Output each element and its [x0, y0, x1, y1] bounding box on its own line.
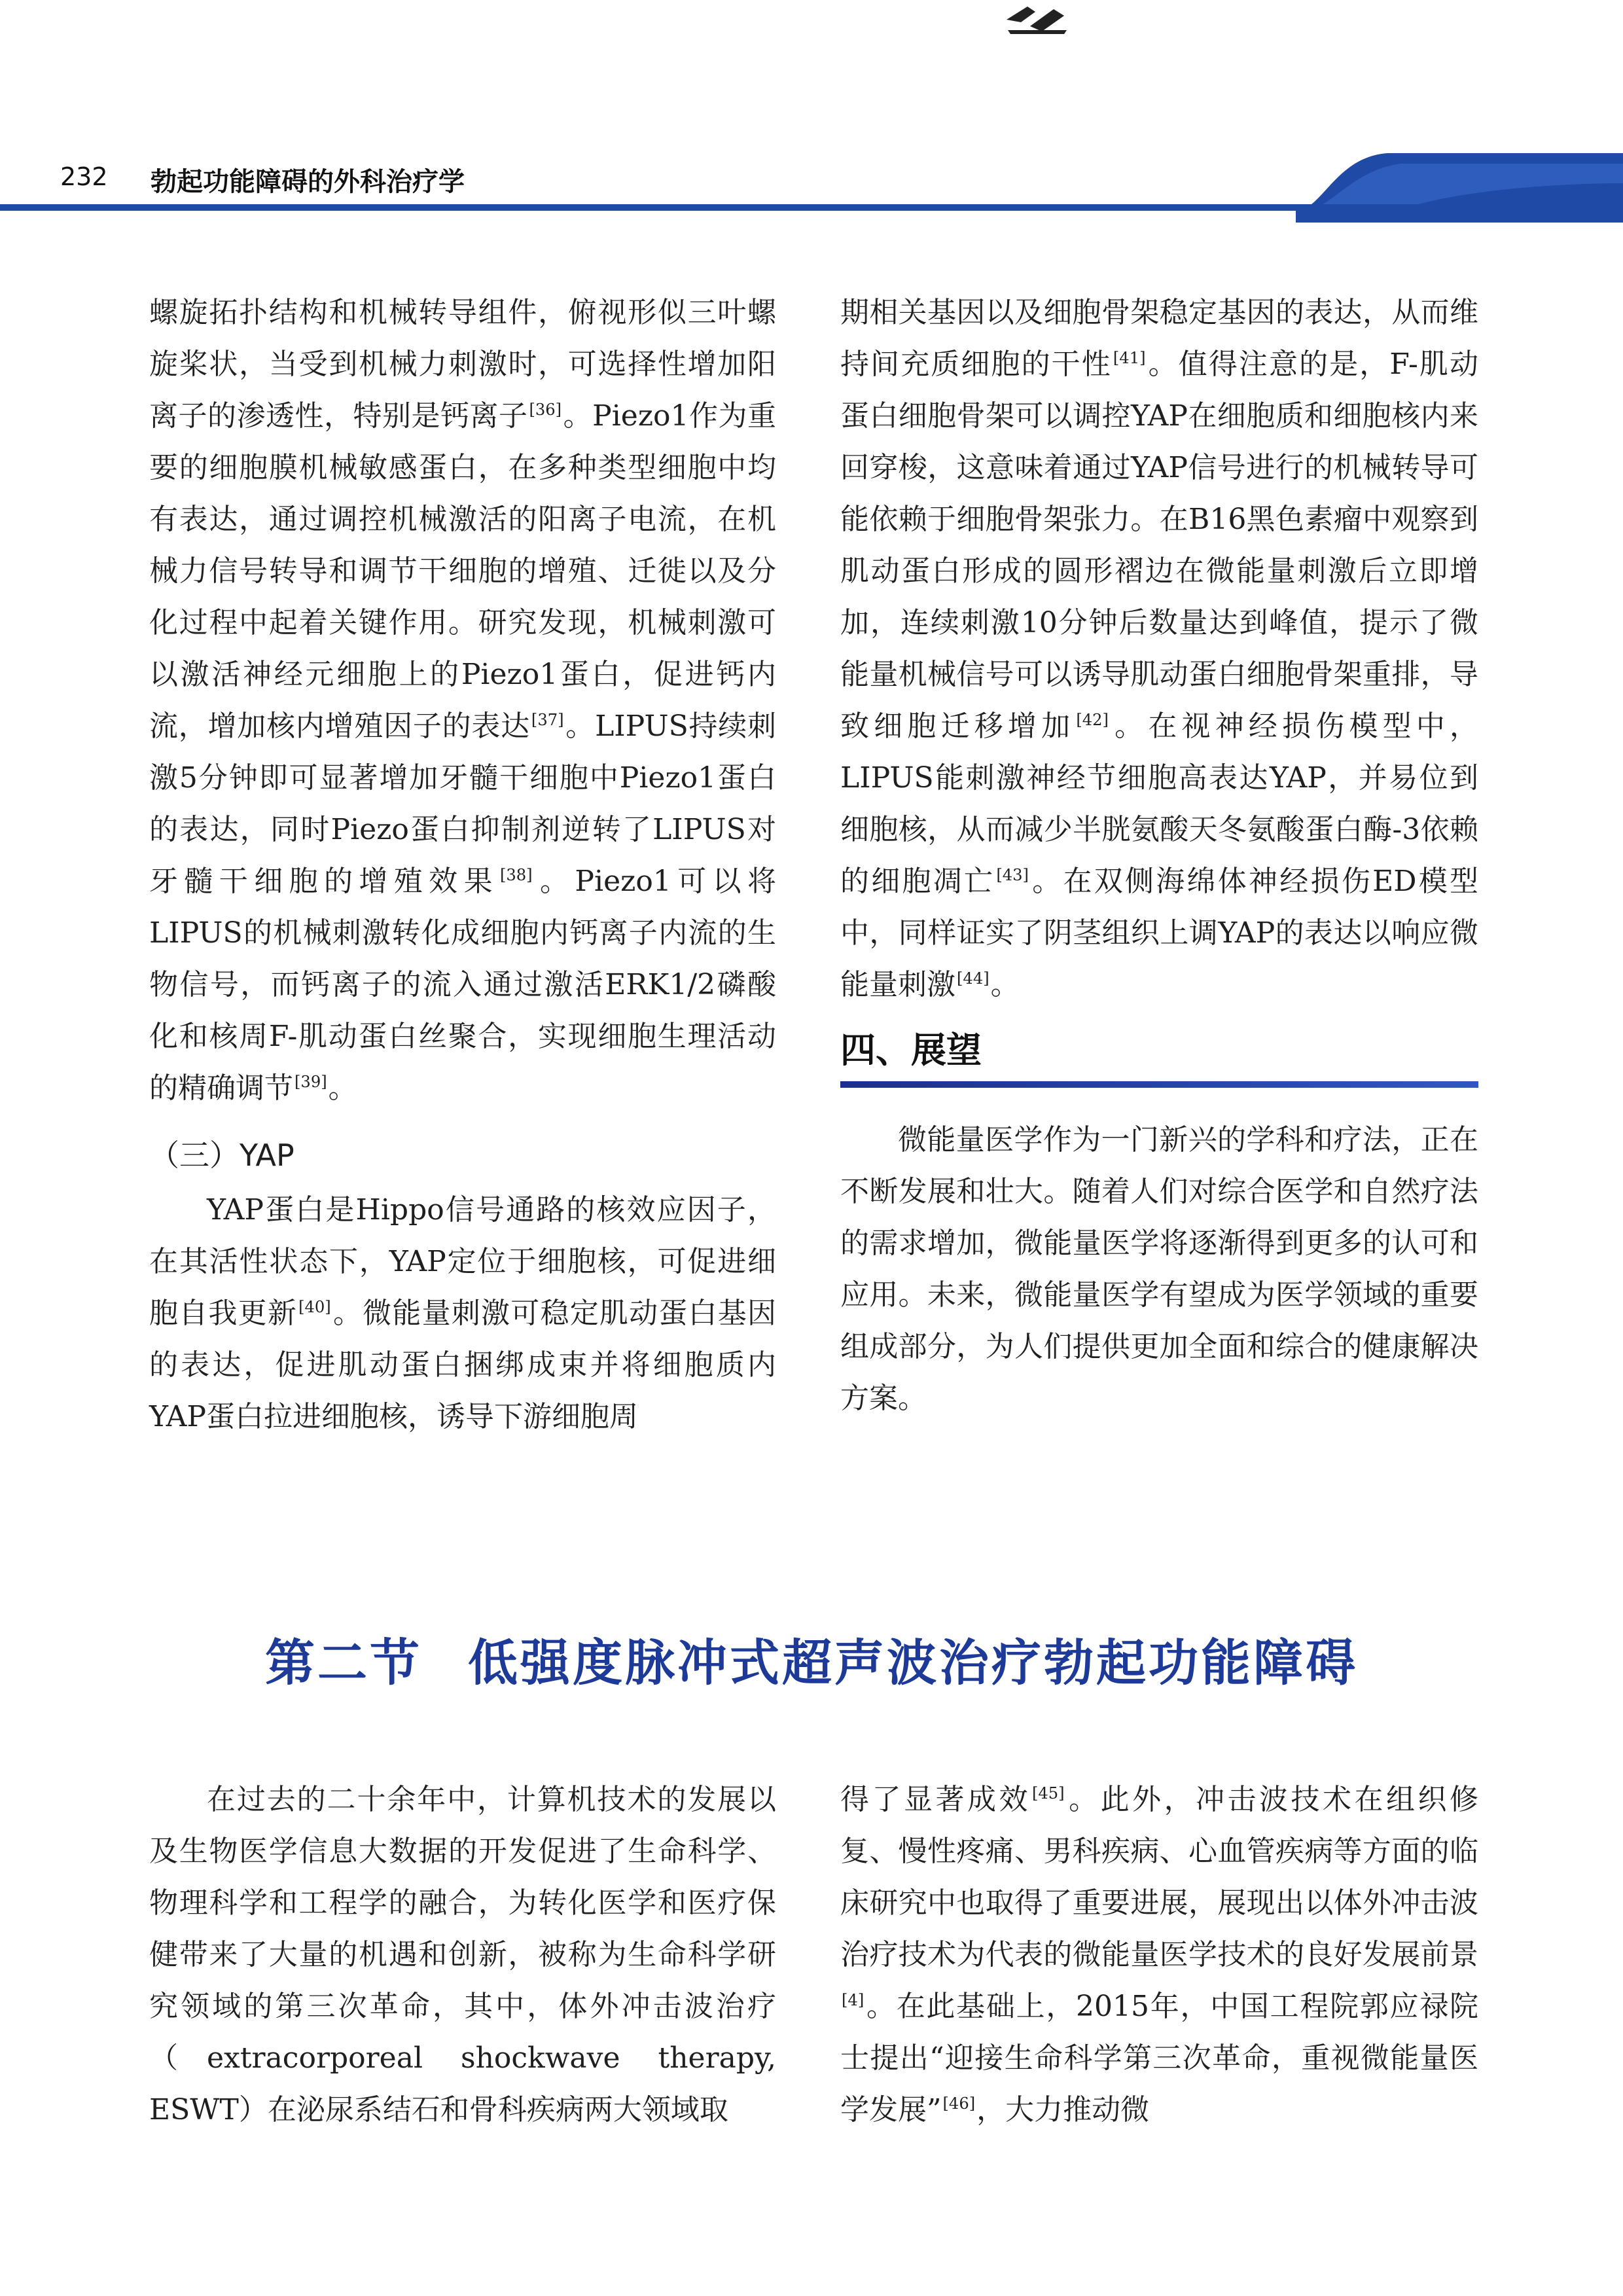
citation: [37]	[531, 711, 564, 730]
citation: [38]	[499, 866, 533, 885]
heading-rule	[840, 1081, 1478, 1088]
left-column-bottom	[149, 1774, 776, 2136]
page-number: 232	[60, 162, 108, 191]
heading-outlook	[840, 1022, 1478, 1088]
citation: [41]	[1113, 349, 1146, 368]
citation: [42]	[1076, 711, 1109, 730]
citation: [44]	[957, 969, 990, 988]
paragraph-intro: 在过去的二十余年中，计算机技术的发展以及生物医学信息大数据的开发促进了生命科学、物理科学和工程学的融合，为转化医学和医疗保健带来了大量的机遇和创新，被称为生命科学研究领域的第三次革命，其中，体外冲击波治疗（extracorporeal shockwave therapy, ESWT）在泌尿系结石和骨科疾病两大领域取	[149, 1783, 776, 2126]
paragraph-yap: YAP蛋白是Hippo信号通路的核效应因子，在其活性状态下，YAP定位于细胞核，可促进细胞自我更新[40]。微能量刺激可稳定肌动蛋白基因的表达，促进肌动蛋白捆绑成束并将细胞质内YAP蛋白拉进细胞核，诱导下游细胞周	[149, 1193, 777, 1433]
paragraph-intro-continued: 得了显著成效[45]。此外，冲击波技术在组织修复、慢性疼痛、男科疾病、心血管疾病等方面的临床研究中也取得了重要进展，展现出以体外冲击波治疗技术为代表的微能量医学技术的良好发展前景[4]。在此基础上，2015年，中国工程院郭应禄院士提出“迎接生命科学第三次革命，重视微能量医学发展”[46]，大力推动微	[840, 1783, 1479, 2126]
right-column-top	[840, 287, 1478, 1424]
section-title	[0, 1623, 1623, 1695]
citation: [36]	[529, 401, 562, 420]
subheading-yap: （三）YAP	[149, 1138, 294, 1173]
paragraph-piezo1: 螺旋拓扑结构和机械转导组件，俯视形似三叶螺旋桨状，当受到机械力刺激时，可选择性增加阳离子的渗透性，特别是钙离子[36]。Piezo1作为重要的细胞膜机械敏感蛋白，在多种类型细胞中均有表达，通过调控机械激活的阳离子电流，在机械力信号转导和调节干细胞的增殖、迁徙以及分化过程中起着关键作用。研究发现，机械刺激可以激活神经元细胞上的Piezo1蛋白，促进钙内流，增加核内增殖因子的表达[37]。LIPUS持续刺激5分钟即可显著增加牙髓干细胞中Piezo1蛋白的表达，同时Piezo蛋白抑制剂逆转了LIPUS对牙髓干细胞的增殖效果[38]。Piezo1可以将LIPUS的机械刺激转化成细胞内钙离子内流的生物信号，而钙离子的流入通过激活ERK1/2磷酸化和核周F-肌动蛋白丝聚合，实现细胞生理活动的精确调节[39]。	[149, 296, 777, 1105]
citation: [45]	[1031, 1784, 1065, 1803]
running-title: 勃起功能障碍的外科治疗学	[151, 167, 465, 197]
citation: [40]	[298, 1298, 331, 1317]
citation: [46]	[942, 2094, 976, 2113]
heading-outlook-text: 四、展望	[840, 1030, 982, 1071]
section-number: 第二节	[265, 1634, 422, 1692]
citation: [43]	[996, 866, 1029, 885]
header-wave-decoration	[1296, 144, 1623, 223]
paragraph-outlook: 微能量医学作为一门新兴的学科和疗法，正在不断发展和壮大。随着人们对综合医学和自然疗法的需求增加，微能量医学将逐渐得到更多的认可和应用。未来，微能量医学有望成为医学领域的重要组成部分，为人们提供更加全面和综合的健康解决方案。	[840, 1123, 1478, 1415]
header-rule	[0, 204, 1623, 211]
citation: [4]	[842, 1991, 865, 2010]
citation: [39]	[294, 1073, 327, 1092]
right-column-bottom	[840, 1774, 1478, 2136]
left-column-top	[149, 287, 776, 1443]
section-title-text: 低强度脉冲式超声波治疗勃起功能障碍	[468, 1634, 1358, 1692]
paragraph-yap-continued: 期相关基因以及细胞骨架稳定基因的表达，从而维持间充质细胞的干性[41]。值得注意的是，F-肌动蛋白细胞骨架可以调控YAP在细胞质和细胞核内来回穿梭，这意味着通过YAP信号进行的机械转导可能依赖于细胞骨架张力。在B16黑色素瘤中观察到肌动蛋白形成的圆形褶边在微能量刺激后立即增加，连续刺激10分钟后数量达到峰值，提示了微能量机械信号可以诱导肌动蛋白细胞骨架重排，导致细胞迁移增加[42]。在视神经损伤模型中，LIPUS能刺激神经节细胞高表达YAP，并易位到细胞核，从而减少半胱氨酸天冬氨酸蛋白酶-3依赖的细胞凋亡[43]。在双侧海绵体神经损伤ED模型中，同样证实了阴茎组织上调YAP的表达以响应微能量刺激[44]。	[840, 296, 1479, 1001]
running-header	[0, 144, 1623, 236]
partial-logo-mark	[1001, 0, 1073, 35]
